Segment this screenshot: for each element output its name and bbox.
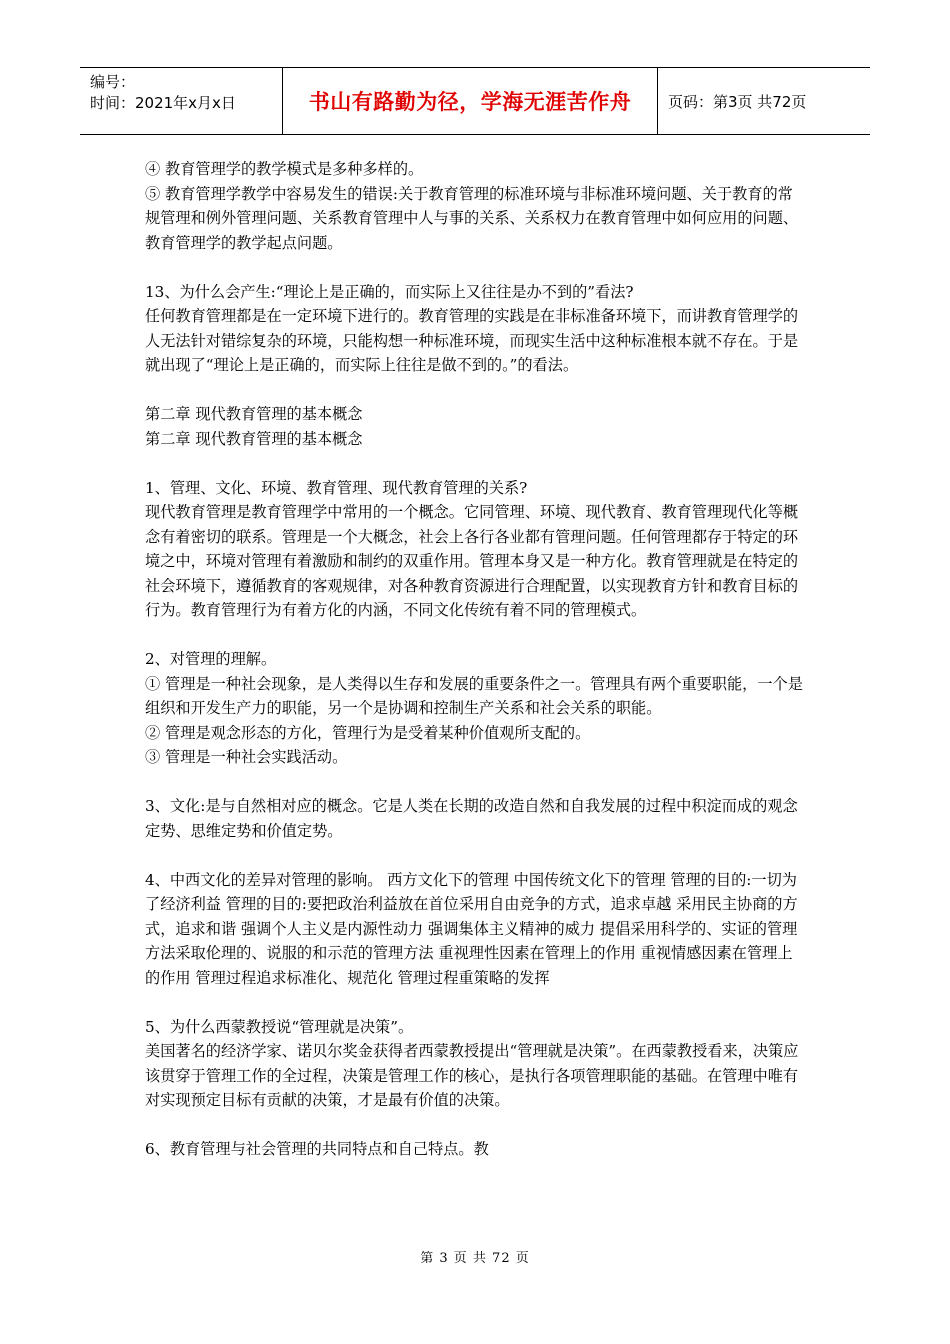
document-body bbox=[145, 157, 807, 1162]
body-paragraph: 任何教育管理都是在一定环境下进行的。教育管理的实践是在非标准备环境下，而讲教育管理学的人无法针对错综复杂的环境，只能构想一种标准环境，而现实生活中这种标准根本就不存在。于是就出现了“理论上是正确的，而实际上往往是做不到的。”的看法。 bbox=[145, 307, 799, 374]
body-paragraph: 第二章 现代教育管理的基本概念 bbox=[145, 405, 363, 423]
body-paragraph: 美国著名的经济学家、诺贝尔奖金获得者西蒙教授提出“管理就是决策”。在西蒙教授看来，决策应该贯穿于管理工作的全过程，决策是管理工作的核心，是执行各项管理职能的基础。在管理中唯有对实现预定目标有贡献的决策，才是最有价值的决策。 bbox=[145, 1042, 799, 1109]
paragraph-gap bbox=[145, 1113, 807, 1138]
paragraph-gap bbox=[145, 843, 807, 868]
paragraph-gap bbox=[145, 990, 807, 1015]
body-paragraph: 第二章 现代教育管理的基本概念 bbox=[145, 429, 363, 448]
header-date-label: 时间：2021年x月x日 bbox=[90, 94, 236, 112]
body-paragraph: 4、中西文化的差异对管理的影响。 西方文化下的管理 中国传统文化下的管理 管理的目的:一切为了经济利益 管理的目的:要把政治利益放在首位采用自由竞争的方式，追求卓越 采用民主协商的方式，追求和谐 强调个人主义是内源性动力 强调集体主义精神的威力 提倡采用科学的、实证的管理方法采取伦理的、说服的和示范的管理方法 重视理性因素在管理上的作用 重视情感因素在管理上的作用 管理过程追求标准化、规范化 管理过程重策略的发挥 bbox=[145, 870, 798, 987]
body-paragraph: 5、为什么西蒙教授说“管理就是决策”。 bbox=[145, 1017, 414, 1036]
body-paragraph: ⑤ 教育管理学教学中容易发生的错误:关于教育管理的标准环境与非标准环境问题、关于教育的常规管理和例外管理问题、关系教育管理中人与事的关系、关系权力在教育管理中如何应用的问题、教育管理学的教学起点问题。 bbox=[145, 184, 799, 252]
page-footer: 第 3 页 共 72 页 bbox=[420, 1251, 530, 1266]
page-header bbox=[80, 67, 870, 135]
header-number-label: 编号： bbox=[90, 73, 136, 91]
body-paragraph: 1、管理、文化、环境、教育管理、现代教育管理的关系? bbox=[145, 478, 528, 497]
body-paragraph: 6、教育管理与社会管理的共同特点和自己特点。教 bbox=[145, 1140, 489, 1158]
body-paragraph: 13、为什么会产生:“理论上是正确的，而实际上又往往是办不到的”看法? bbox=[145, 282, 634, 301]
body-paragraph: 2、对管理的理解。 bbox=[145, 650, 277, 668]
header-motto: 书山有路勤为径，学海无涯苦作舟 bbox=[308, 90, 632, 114]
header-motto-cell bbox=[282, 68, 658, 134]
body-paragraph: 现代教育管理是教育管理学中常用的一个概念。它同管理、环境、现代教育、教育管理现代化等概念有着密切的联系。管理是一个大概念，社会上各行各业都有管理问题。任何管理都存于特定的环境之中，环境对管理有着激励和制约的双重作用。管理本身又是一种方化。教育管理就是在特定的社会环境下，遵循教育的客观规律，对各种教育资源进行合理配置，以实现教育方针和教育目标的行为。教育管理行为有着方化的内涵，不同文化传统有着不同的管理模式。 bbox=[145, 503, 799, 619]
header-meta bbox=[80, 68, 282, 134]
paragraph-gap bbox=[145, 378, 807, 403]
body-paragraph: 3、文化:是与自然相对应的概念。它是人类在长期的改造自然和自我发展的过程中积淀而成的观念定势、思维定势和价值定势。 bbox=[145, 797, 798, 840]
paragraph-gap bbox=[145, 770, 807, 795]
paragraph-gap bbox=[145, 451, 807, 476]
header-page-info: 页码：第3页 共72页 bbox=[668, 92, 807, 111]
paragraph-gap bbox=[145, 255, 807, 280]
body-paragraph: ④ 教育管理学的教学模式是多种多样的。 bbox=[145, 160, 424, 178]
paragraph-gap bbox=[145, 623, 807, 648]
body-paragraph: ③ 管理是一种社会实践活动。 bbox=[145, 748, 348, 766]
body-paragraph: ① 管理是一种社会现象，是人类得以生存和发展的重要条件之一。管理具有两个重要职能，一个是组织和开发生产力的职能，另一个是协调和控制生产关系和社会关系的职能。 bbox=[145, 674, 803, 717]
body-paragraph: ② 管理是观念形态的方化，管理行为是受着某种价值观所支配的。 bbox=[145, 723, 591, 742]
